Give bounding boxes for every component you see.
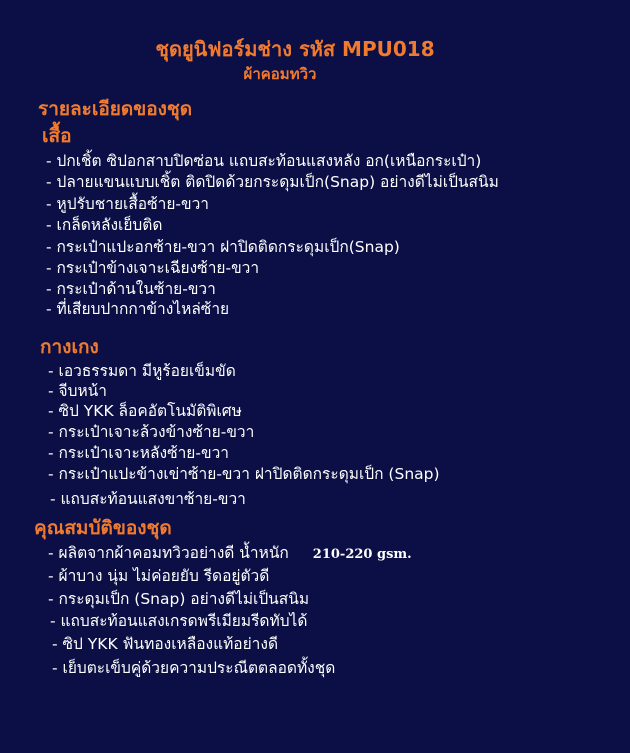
shirt-item: - หูปรับชายเสื้อซ้าย-ขวา: [46, 195, 210, 213]
shirt-item: - กระเป๋าข้างเจาะเฉียงซ้าย-ขวา: [46, 259, 260, 277]
properties-item: [48, 543, 412, 565]
shirt-item: - เกล็ดหลังเย็บติด: [46, 216, 163, 234]
pants-item: - ซิป YKK ล็อคอัตโนมัติพิเศษ: [48, 402, 242, 420]
shirt-item: - ปกเชิ้ต ซิปอกสาบปิดซ่อน แถบสะท้อนแสงหลัง อก(เหนือกระเป๋า): [46, 152, 482, 170]
pants-item: - แถบสะท้อนแสงขาซ้าย-ขวา: [50, 490, 246, 508]
properties-item: - แถบสะท้อนแสงเกรดพรีเมียมรีดทับได้: [50, 612, 308, 630]
shirt-item: - กระเป๋าแปะอกซ้าย-ขวา ฝาปิดติดกระดุมเป็ก(Snap): [46, 238, 400, 256]
properties-item: - กระดุมเป็ก (Snap) อย่างดีไม่เป็นสนิม: [48, 590, 310, 608]
pants-item: - จีบหน้า: [48, 382, 107, 400]
properties-heading: คุณสมบัติของชุด: [34, 517, 172, 539]
shirt-item: - ปลายแขนแบบเชิ้ต ติดปิดด้วยกระดุมเป็ก(Snap) อย่างดีไม่เป็นสนิม: [46, 173, 499, 191]
shirt-heading: เสื้อ: [42, 125, 72, 147]
pants-item: - กระเป๋าเจาะหลังซ้าย-ขวา: [48, 444, 229, 462]
shirt-item: - ที่เสียบปากกาข้างไหล่ซ้าย: [46, 300, 230, 318]
pants-heading: กางเกง: [40, 336, 99, 358]
properties-item: - ซิป YKK ฟันทองเหลืองแท้อย่างดี: [52, 635, 279, 653]
properties-item-text: - ผลิตจากผ้าคอมทวิวอย่างดี น้ำหนัก: [48, 544, 289, 562]
weight-spec: 210-220 gsm.: [312, 547, 412, 562]
shirt-item: - กระเป๋าด้านในซ้าย-ขวา: [46, 280, 216, 298]
properties-item: - เย็บตะเข็บคู่ด้วยความประณีตตลอดทั้งชุด: [52, 659, 336, 677]
fabric-subtitle: ผ้าคอมทวิว: [243, 65, 317, 83]
pants-item: - กระเป๋าเจาะล้วงข้างซ้าย-ขวา: [48, 423, 255, 441]
properties-item: - ผ้าบาง นุ่ม ไม่ค่อยยับ รีดอยู่ตัวดี: [48, 567, 270, 585]
pants-item: - กระเป๋าแปะข้างเข่าซ้าย-ขวา ฝาปิดติดกระดุมเป็ก (Snap): [48, 465, 440, 483]
details-heading: รายละเอียดของชุด: [38, 98, 193, 120]
pants-item: - เอวธรรมดา มีหูร้อยเข็มขัด: [48, 362, 236, 380]
page-title: ชุดยูนิฟอร์มช่าง รหัส MPU018: [155, 37, 435, 61]
